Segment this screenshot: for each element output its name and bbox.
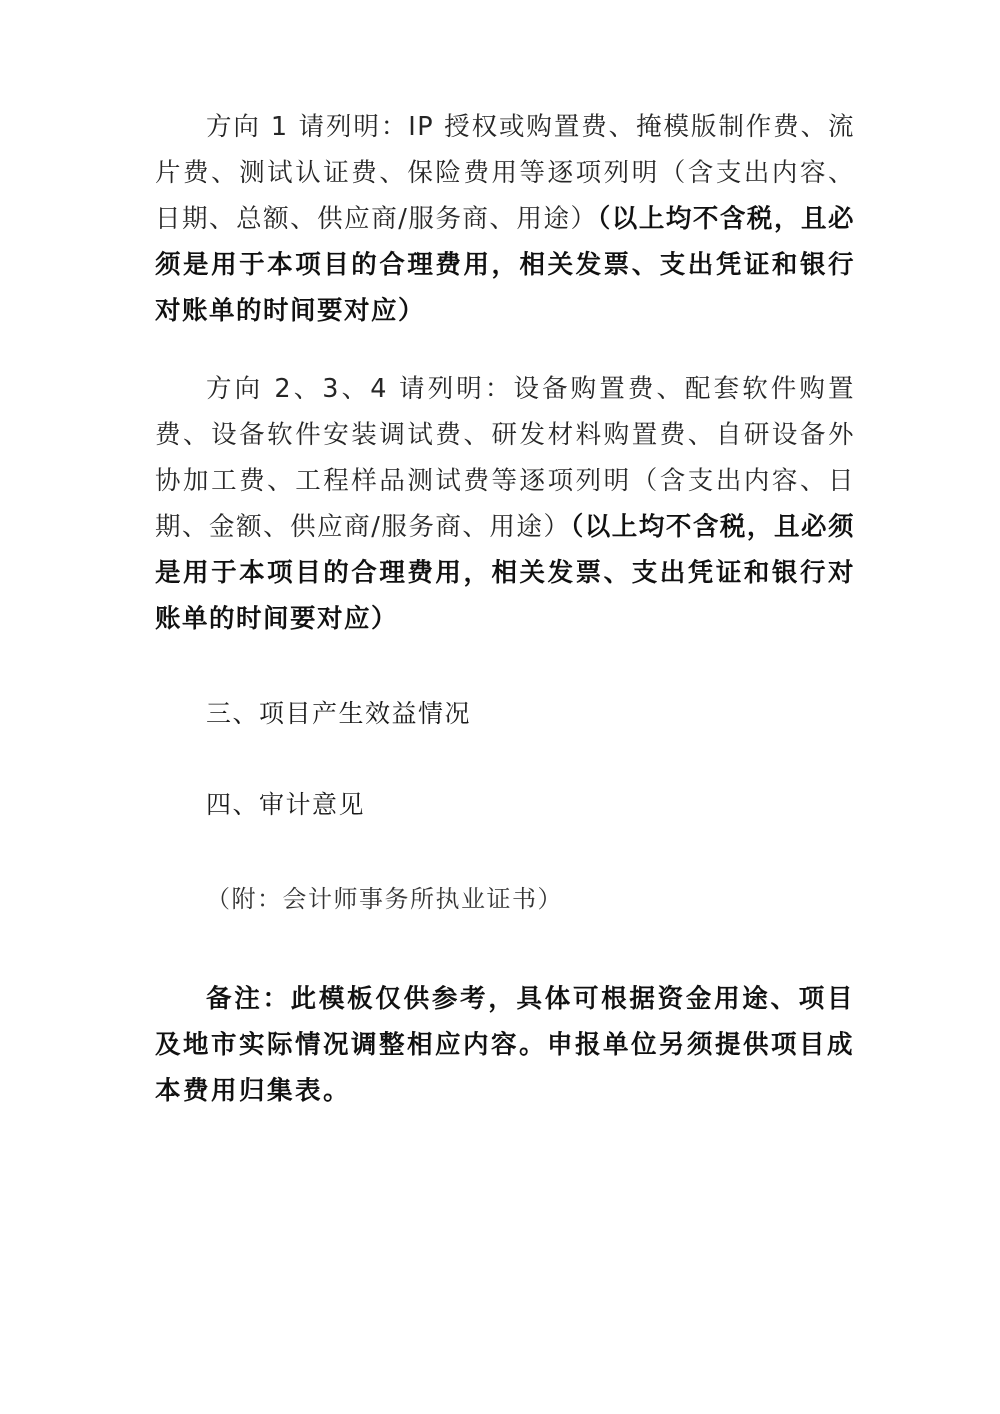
paragraph-direction-1-items: 方向 1 请列明：IP 授权或购置费、掩模版制作费、流片费、测试认证费、保险费用等逐项列明（含支出内容、日期、总额、供应商/服务商、用途） [155, 112, 855, 234]
paragraph-direction-1-requirement: （以上均不含税，且必须是用于本项目的合理费用，相关发票、支出凭证和银行对账单的时间要对应） [155, 204, 855, 326]
remark-paragraph: 备注：此模板仅供参考，具体可根据资金用途、项目及地市实际情况调整相应内容。申报单位另须提供项目成本费用归集表。 [155, 984, 856, 1106]
section-3-heading: 三、项目产生效益情况 [206, 699, 472, 728]
paragraph-direction-2-3-4 [155, 366, 855, 642]
paragraph-direction-2-3-4-items: 方向 2、3、4 请列明：设备购置费、配套软件购置费、设备软件安装调试费、研发材料购置费、自研设备外协加工费、工程样品测试费等逐项列明（含支出内容、日期、金额、供应商/服务商、用途） [155, 374, 855, 542]
attachment-note: （附：会计师事务所执业证书） [206, 885, 563, 913]
paragraph-direction-1 [155, 104, 855, 334]
section-4-heading: 四、审计意见 [206, 790, 366, 819]
paragraph-direction-2-3-4-requirement: （以上均不含税，且必须是用于本项目的合理费用，相关发票、支出凭证和银行对账单的时间要对应） [155, 512, 855, 634]
